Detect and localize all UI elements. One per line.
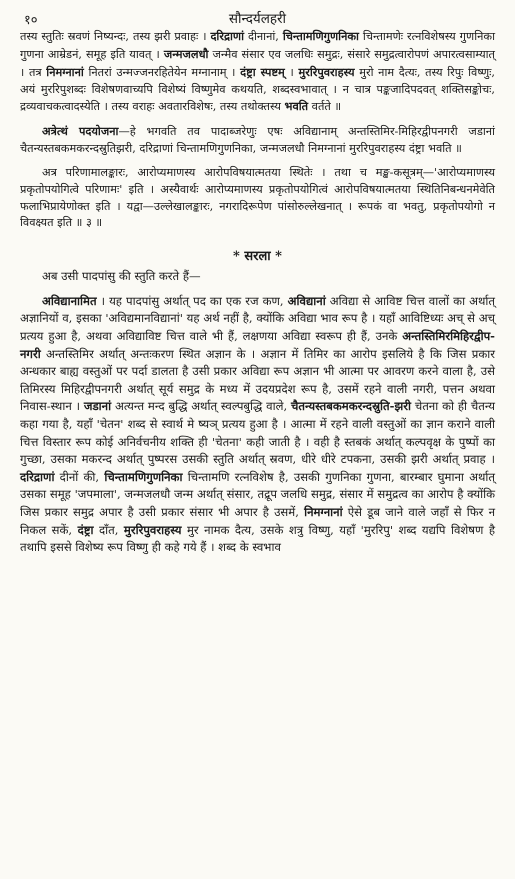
alankara-para [20, 165, 495, 232]
text-run: जन्मैव संसार एव जलधिः समुद्रः, संसारे समुद्रत्वारोपणं अपारत्वसाम्यात् । तत्र [20, 47, 495, 79]
running-title: सौन्दर्यलहरी [228, 11, 287, 27]
text-run: मुर नामक दैत्य, उसके शत्रु विष्णु, यहाँ 'मुररिपु' शब्द यद्यपि विशेषण है तथापि इससे विशेष्य रूप विष्णु ही कहे गये हैं । शब्द के स्वभाव [20, 522, 496, 555]
text-run: अत्यन्त मन्द बुद्धि अर्थात् स्वल्पबुद्धि वाले, [111, 399, 292, 414]
bold-term: मुररिपुवराहस्य [123, 522, 182, 537]
section-title: * सरला * [233, 249, 282, 265]
text-run: नितरां उन्मज्जनरहितेयेन मग्नानाम् । [83, 65, 241, 79]
bold-term: चिन्तामणिगुणनिका [104, 469, 183, 484]
page-header [20, 6, 495, 28]
bold-term: दंष्ट्रा स्पष्टम् [240, 64, 285, 79]
bold-term: दंष्ट्रा [77, 522, 94, 537]
text-run: दीनानां, [244, 30, 283, 43]
text-run: ऐसे डूब जाने वाले जहाँ से फिर न निकल सकें, [20, 505, 495, 537]
text-run: वर्तते ॥ [308, 100, 342, 114]
text-run: अन्तस्तिमिर अर्थात् अन्तःकरण स्थित अज्ञान के । अज्ञान में तिमिर का आरोप इसलिये है कि जिस प्रकार अन्धकार बाह्य वस्तुओं पर पर्दा डालता है उसी प्रकार अविद्या रूप अज्ञान भी आत्मा पर आवरण करने वाला है, उसे तिमिरस्य मिहिरद्वीपनगरी अर्थात् सूर्य समुद्र के मध्य में उदयप्रदेश रूप है, उसमें रहने वाली नगरी, पत्तन अथवा निवास-स्थान । [20, 346, 495, 414]
text-run: दीनों की, [54, 469, 105, 484]
padayojana-para [20, 123, 495, 158]
commentary-para-1 [20, 28, 495, 116]
bold-term: जडानां [83, 399, 112, 414]
bold-term: मुररिपुवराहस्य [298, 64, 355, 79]
bold-term: दरिद्राणां [20, 469, 55, 484]
intro-line [20, 268, 495, 286]
bold-term: अविद्यानामित [42, 293, 97, 308]
text-run: चिन्तामणि रत्नविशेष है, उसकी गुणनिका गुणना, बारम्बार घुमाना अर्थात् उसका समूह 'जपमाला', जन्मजलधौ जन्म अर्थात् संसार, तद्रूप जलधि समुद्र, संसार में समुद्रत्व का आरोप है क्योंकि जिस प्रकार समुद्र अपार है उसी प्रकार संसार भी अपार है उसमें, [20, 469, 495, 519]
text-run: । यह पादपांसु अर्थात् पद का एक रज कण, [96, 293, 288, 308]
bold-term: अन्तस्तिमिरमिहिरद्वीप-नगरी [20, 329, 495, 361]
bold-term: जन्मजलधौ [163, 46, 209, 61]
text-run: —हे भगवति तव पादाब्जरेणुः एषः अविद्यानाम् अन्तस्तिमिर-मिहिरद्वीपनगरी जडानां चैतन्यस्तबकमकरन्दस्रुतिझरी, दरिद्राणां चिन्तामणिगुणनिका, जन्मजलधौ निमग्नानां मुररिपुवराहस्य दंष्ट्रा भवति ॥ [20, 125, 495, 156]
bold-term: चैतन्यस्तबकमकरन्दस्रुति-झरी [291, 399, 411, 414]
hindi-translation [20, 268, 495, 557]
bold-term: निमग्नानां [46, 64, 84, 79]
text-run: अविद्या से आविष्ट चित्त वालों का अर्थात् अज्ञानियों व, इसका 'अविद्यमानविद्यानां' यह अर्थ नहीं है, क्योंकि अविद्या भाव रूप है । यहाँ आविष्टिध्यः अच् से अच् प्रत्यय हुआ है, अथवा अविद्याविष्ट चित्त वाले भी हैं, लक्षणया अविद्या स्वरूप ही हैं, उनके [20, 293, 495, 344]
bold-term: अत्रेत्थं पदयोजना [42, 124, 119, 139]
bold-term: दरिद्राणां [210, 29, 245, 43]
bold-term: चिन्तामणिगुणनिका [282, 29, 359, 43]
hindi-explanation-para [20, 293, 495, 557]
bold-term: भवति [284, 99, 309, 114]
text-run: अब उसी पादपांसु की स्तुति करते हैं— [42, 269, 201, 284]
text-run: चिन्तामणेः रत्नविशेषस्य गुणनिका गुणना आम्रेडनं, समूह इति यावत् । [20, 30, 495, 61]
text-run: मुरो नाम दैत्यः, तस्य रिपुः विष्णुः, अयं मुररिपुशब्दः विशेषणवाच्यपि विशेष्यं विष्णुमेव कथयति, शब्दस्वभावात् । न चात्र पङ्कजादिपदवत् शक्तिसङ्कोचः, द्रव्यवाचकत्वादस्येति । तस्य वराहः अवतारविशेषः, तस्य तथोक्तस्य [20, 65, 495, 114]
text-run: । [284, 65, 299, 79]
text-run: दाँत, [93, 522, 124, 537]
bold-term: अविद्यानां [287, 293, 326, 308]
text-run: चेतना को ही चैतन्य कहा गया है, यहाँ 'चेतन' शब्द से स्वार्थ मे ष्यञ् प्रत्यय हुआ है । आत्मा में रहने वाली वस्तुओं का ज्ञान कराने वाली चित्त विस्तार रूप कोई अनिर्वचनीय शक्ति ही 'चेतना' कही जाती है । वही है स्तबकं अर्थात् कल्पवृक्ष के पुष्पों का गुच्छा, उसका मकरन्द अर्थात् पुष्परस उसकी स्तुति अर्थात् स्रवण, धीरे धीरे टपकना, उसकी झरी अर्थात् प्रवाह । [20, 399, 495, 467]
bold-term: निमग्नानां [304, 505, 343, 519]
text-run: अत्र परिणामालङ्कारः, आरोप्यमाणस्य आरोपविषयात्मतया स्थितेः । तथा च मङ्ख-कसूत्रम्—'आरोप्यमाणस्य प्रकृतोपयोगित्वे परिणामः' इति । अस्यैवार्थः आरोप्यमाणस्य प्रकृतोपयोगित्वं आरोपविषयात्मतया स्थितिनिबन्धनमेवेति फलाभिप्रायेणोक्त इति । यद्वा—उल्लेखालङ्कारः, नगरादिरूपेण पांसोरुल्लेखनात् । रूपकं वा भवतु, प्रकृतोपयोगो न विवक्ष्यत इति ॥ ३ ॥ [20, 165, 495, 230]
page-number: १० [24, 13, 38, 28]
sanskrit-commentary [20, 28, 495, 232]
text-run: तस्य स्तुतिः स्रवणं निष्यन्दः, तस्य झरी प्रवाहः । [20, 30, 211, 43]
